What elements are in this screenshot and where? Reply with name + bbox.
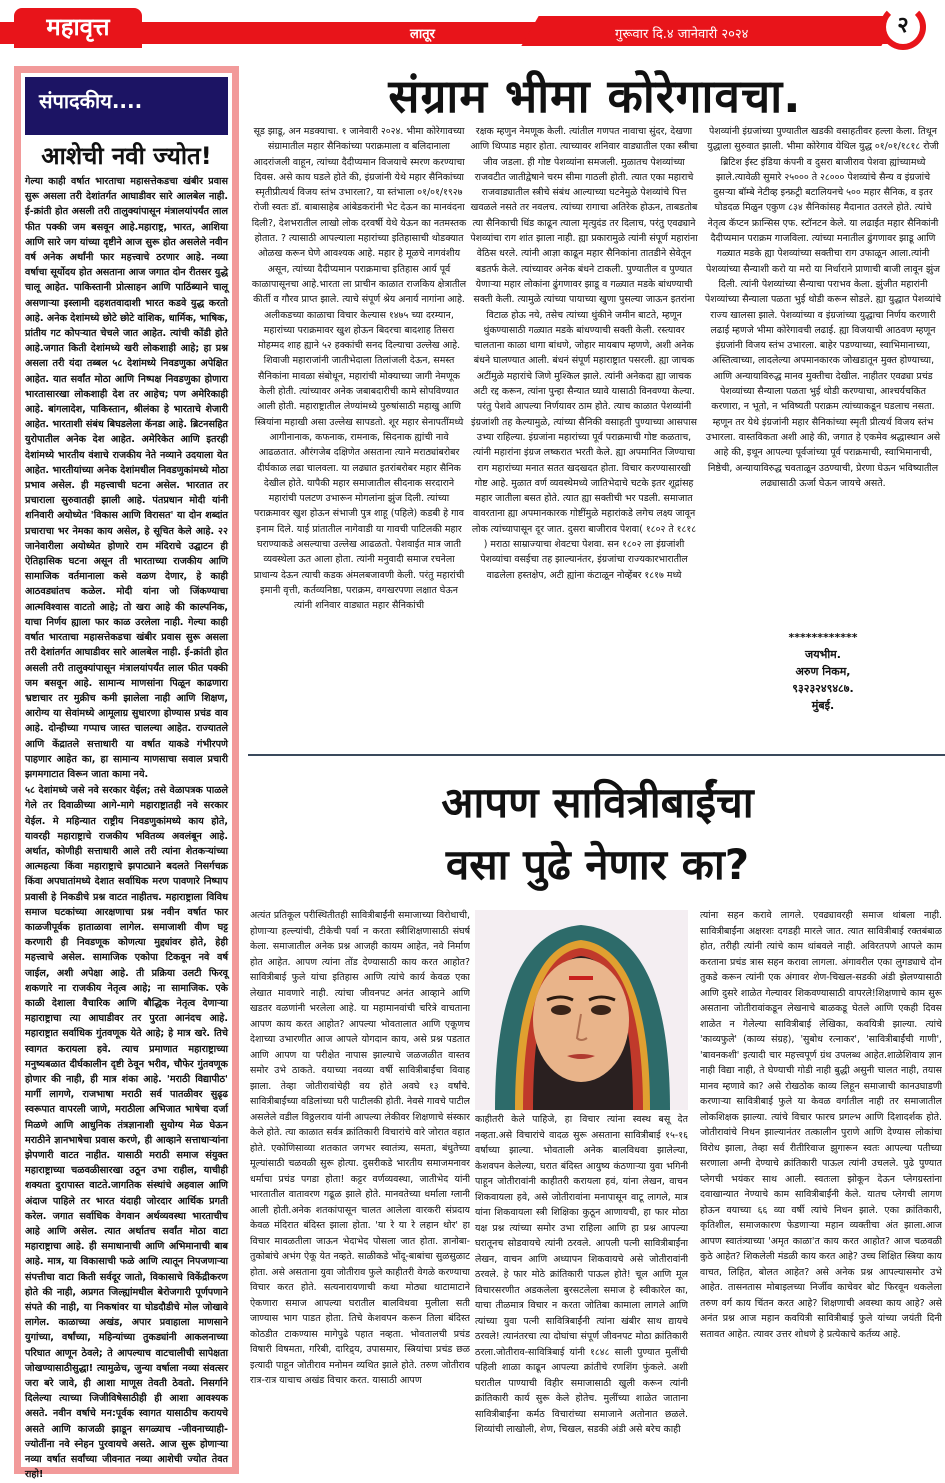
article1-column-2 xyxy=(470,124,698,749)
separator-stars: ************ xyxy=(788,631,858,644)
article1-column-text: सूड झाडू, अन मडक्याचा. १ जानेवारी २०२४. भीमा कोरेगावच्या संग्रामातील महार सैनिकांच्या पराक्रमाला व बलिदानाला आदरांजली वाहून, त्यांच्या दैदीप्यमान विजयाचे स्मरण करण्याचा दिवस. असे काय घडले होते की, इंग्रजांनी येथे महार सैनिकांच्या स्मृतीप्रीत्यर्थ विजय स्तंभ उभारला?, या स्तंभाला ०१/०१/१९२७ रोजी स्वतः डॉ. बाबासाहेब आंबेडकरांनी भेट देऊन का मानवंदना दिली?, देशभरातील लाखो लोक दरवर्षी येथे येऊन का नतमस्तक होतात. ? त्यासाठी आपल्याला महारांच्या इतिहासाची थोडक्यात ओळख करून घेणे आवश्यक आहे. महार हे मूळचे नागवंशीय असून, त्यांच्या दैदीप्यमान पराक्रमाचा इतिहास आर्य पूर्व काळापासूनचा आहे.भारता ला प्राचीन काळात राजकिय क्षेत्रातील कीर्ती व गौरव प्राप्त झाले. त्याचे संपूर्ण श्रेय अनार्य नागांना आहे. अलीकडच्या काळाचा विचार केल्यास १४७५ च्या दरम्यान, महारांच्या पराक्रमावर खुश होऊन बिदरचा बादशाह तिसरा मोहम्मद शाह ह्याने ५२ हक्कांची सनद दिल्याचा उल्लेख आहे. शिवाजी महाराजांनी जातीभेदाला तिलांजली देऊन, समस्त सैनिकांना मावळा संबोधून, महारांची मोक्याच्या जागी नेमणूक केली होती. त्यांच्यावर अनेक जबाबदारीची कामे सोपविण्यात आली होती. महाराष्ट्रातील लेण्यांमध्ये पुरुषांसाठी महाखु आणि स्त्रियांना महाखी असा उल्लेख सापडतो. शूर महार सेनापतींमध्ये आगीनानाक, कफनाक, रामनाक, सिदनाक ह्यांची नावे आढळतात. औरंगजेब दक्षिणेत असताना त्याने मराठ्यांबरोबर दीर्घकाळ लढा चालवला. या लढ्यात इतरांबरोबर महार सैनिक देखील होते. यापैकी महार समाजातील सीदनाक सरदाराने महारांची पलटण उभारून मोगलांना झुंज दिली. त्यांच्या पराक्रमावर खुश होऊन संभाजी पुत्र शाहू (पहिले) कडबी हे गाव इनाम दिले. याई प्रांतातील नागेवाडी या गावची पाटिलकी महार घराण्याकडे असल्याचा उल्लेख आढळतो. पेशवाईत मात्र जाती व्यवस्थेला ऊत आला होता. त्यांनी मनुवादी समाज रचनेला प्राधान्य देऊन त्याची कडक अंमलबजावणी केली. परंतु महारांची इमानी वृत्ती, कर्तव्यनिष्ठा, पराक्रम, वगखरपणा लक्षात घेऊन त्यांनी शनिवार वाड्यात महार सैनिकांची xyxy=(251,126,467,612)
article2-headline-line1: आपण सावित्रीबाईंचा xyxy=(441,778,754,827)
author-name: अरुण निकम, xyxy=(795,665,851,678)
portrait-image xyxy=(475,910,688,1110)
paper-logo: महावृत्त xyxy=(14,8,142,48)
editorial-box xyxy=(14,66,239,1481)
article2-column-1 xyxy=(250,908,470,1478)
article1-column-text: पेशव्यांनी इंग्रजांच्या पुण्यातील खडकी वसाहतीवर हल्ला केला. तिथून युद्धाला सुरुवात झाली. भीमा कोरेगाव येथिल युद्ध ०१/०१/१८१८ रोजी ब्रिटिश ईस्ट इंडिया कंपनी व दुसरा बाजीराव पेशवा ह्यांच्यामध्ये झाले.त्यावेळी सुमारे २५००० ते २८००० पेशव्यांचे सैन्य व इंग्रजांचे दुसऱ्या बॉम्बे नेटीव्ह इन्फ्रट्री बटालियनचे ५०० महार सैनिक, व इतर घोडदळ मिळुन एकुण ८३४ सैनिकांसह मैदानात उतरले होते. त्यांचे नेतृत्व कॅप्टन फ्रान्सिस एफ. स्टॉनटन केले. या लढाईत महार सैनिकांनी दैदीप्यमान पराक्रम गाजविला. त्यांच्या मनातील ढुंगणावर झाडू आणि गळ्यात मडके ह्या पेशव्यांच्या सक्तीचा राग उफाळून आला.त्यांनी पेशव्यांच्या सैन्याशी करो या मरो या निर्धाराने प्राणाची बाजी लावून झुंज दिली. त्यांनी पेशव्यांच्या सैन्याचा पराभव केला. झुंजीत महारांनी पेशव्यांच्या सैन्याला पळता भुई थोडी करून सोडले. ह्या युद्धात पेशव्यांचे राज्य खालसा झाले. पेशव्यांच्या व इंग्रजांच्या युद्धाचा निर्णय करणारी लढाई म्हणजे भीमा कोरेगावची लढाई. ह्या विजयाची आठवण म्हणून इंग्रजांनी विजय स्तंभ उभारला. बाहेर पडण्याच्या, स्वाभिमानाच्या, अस्तित्वाच्या, लादलेल्या अपमानकारक जोखडातून मुक्त होण्याच्या, आणि अन्यायाविरुद्ध मानव मुक्तीचा देखील. नाहीतर एवढ्या प्रचंड पेशव्यांच्या सैन्याला पळता भुई थोडी करण्याचा, आश्चर्यचकित करणारा, न भूतो, न भविष्यती पराक्रम त्यांच्याकडून घडलाच नसता. म्हणून तर येथे इंग्रजांनी महार सैनिकांच्या स्मृती प्रीत्यर्थ विजय स्तंभ उभारला. वास्तविकता अशी आहे की, जगात हे एकमेव श्रद्धास्थान असे आहे की, इथून आपल्या पूर्वजांच्या पूर्व पराक्रमाची, स्वाभिमानाची, निष्ठेची, अन्यायाविरुद्ध चवताळून उठण्याची, प्रेरणा घेऊन भविष्यातील लढ्यासाठी ऊर्जा घेऊन जायचे असते. xyxy=(704,126,942,489)
article2-column-text: काहीतरी केले पाहिजे, हा विचार त्यांना स्वस्थ बसू देत नव्हता.असे विचारांचे वादळ सुरू असताना सावित्रीबाई १५-१६ वर्षाच्या झाल्या. भोवताली अनेक बालविधवा झालेल्या, केशवपन केलेल्या, घरात बंदिस्त आयुष्य कंठणाऱ्या युवा भगिनी पाहून जोतीरावांनी काहीतरी करायला हवं, यांना लेखन, वाचन शिकवायला हवे, असे जोतीरावांना मनापासून वाटू लागले, मात्र यांना शिकवायला स्त्री शिक्षिका कुठून आणायची, हा फार मोठा यक्ष प्रश्न त्यांच्या समोर उभा राहिला आणि हा प्रश्न आपल्या घरातूनच सोडवायचे त्यांनी ठरवले. आपली पत्नी सावित्रीबाईंना लेखन, वाचन आणि अध्यापन शिकवायचे असे जोतीरावांनी ठरवले. हे फार मोठे क्रांतिकारी पाऊल होते! चूल आणि मूल विचारसरणीत अडकलेला बुरसटलेला समाज हे स्वीकारेल का, याचा तीळमात्र विचार न करता जोतिबा कामाला लागले आणि त्यांच्या युवा पत्नी सावित्रिबाईंनी त्यांना खंबीर साथ द्यायचे ठरवले! त्यानंतरचा त्या दोघांचा संपूर्ण जीवनपट मोठा क्रांतिकारी ठरला.जोतीराव-सावित्रिबाई यांनी १८४८ साली पुण्यात मुलींची पहिली शाळा काढून आपल्या क्रांतीचे रणशिंग फुंकले. अशी घरातील पाण्याची विहीर समाजासाठी खुली करून त्यांनी क्रांतिकारी कार्य सुरू केले होतेच. मुलींच्या शाळेत जाताना सावित्रीबाईंना कर्मठ विचारांच्या समाजाने अतोनात छळले. शिव्यांची लाखोली, शेण, चिखल, सडकी अंडी असे बरेच काही xyxy=(475,1114,688,1435)
article2-column-text: त्यांना सहन करावे लागले. एवढ्यावरही समाज थांबला नाही. सावित्रीबाईंना अक्षरशः दगडही मारले जात. त्यात सावित्रीबाई रक्तबंबाळ होत, तरीही त्यांनी त्यांचे काम थांबवले नाही. अविरतपणे आपले काम करताना प्रचंड त्रास सहन करावा लागला. अंगावरील एका लुगड्याचे दोन तुकडे करून त्यांनी एक अंगावर शेण-चिखल-सडकी अंडी झेलण्यासाठी आणि दुसरे शाळेत गेल्यावर शिकवण्यासाठी वापरले!शिक्षणाचे काम सुरू असताना जोतीरावांकडून लेखनाचे बाळकडू घेतले आणि एकही दिवस शाळेत न गेलेल्या सावित्रीबाई लेखिका, कवयित्री झाल्या. त्यांचे 'काव्यफुले' (काव्य संग्रह), 'सुबोध रत्नाकर', 'सावित्रीबाईंची गाणी', 'बावनकशी' इत्यादी चार महत्त्वपूर्ण ग्रंथ उपलब्ध आहेत.शाळेशिवाय ज्ञान नाही विद्या नाही, ते घेण्याची गोडी नाही बुद्धी असुनी चालत नाही, तयास मानव म्हणावे का? असे रोखठोक काव्य लिहून समाजाची कानउघाडणी करणाऱ्या सावित्रीबाई फुले या केवळ वर्गातील नाही तर समाजातील लोकशिक्षक झाल्या. त्यांचे विचार फारच प्रगल्भ आणि दिशादर्शक होते. जोतीरावांचे निधन झाल्यानंतर तत्कालीन पुराणे आणि देण्यास लोकांचा विरोध झाला, तेव्हा सर्व रीतीरिवाज झुगारून स्वतः आपल्या पतीच्या सरणाला अग्नी देण्याचे क्रांतिकारी पाऊल त्यांनी उचलले. पुढे पुण्यात प्लेगची भयंकर साथ आली. स्वतःला झोकून देऊन प्लेगग्रस्तांना दवाखान्यात नेण्याचे काम सावित्रीबाईंनी केले. यातच प्लेगची लागण होऊन वयाच्या ६६ व्या वर्षी त्यांचे निधन झाले. एका क्रांतिकारी, कृतिशील, समाजकारण फेडणाऱ्या महान व्यक्तीचा अंत झाला.आज आपण स्वातंत्र्याच्या 'अमृत काळा'त काय करत आहोत? आज चळवळी कुठे आहेत? शिकलेली मंडळी काय करत आहे? उच्च शिक्षित स्त्रिया काय वाचत, लिहित, बोलत आहेत? असे अनेक प्रश्न आपल्यासमोर उभे आहेत. तासनतास मोबाइलच्या निर्जीव काचेवर बोट फिरवून थकलेला तरुण वर्ग काय चिंतन करत आहे? शिक्षणाची अवस्था काय आहे? असे अनंत प्रश्न आज महान कवयित्री सावित्रीबाई फुले यांच्या जयंती दिनी सतावत आहेत. त्यावर उत्तर शोधणे हे प्रत्येकाचे कर्तव्य आहे. xyxy=(700,910,942,1340)
article2-column-3 xyxy=(700,908,942,1448)
editorial-paragraph: ५८ देशांमध्ये जसे नवे सरकार येईल; तसे वेळापत्रक पाळले गेले तर दिवाळीच्या आगे-मागे महाराष्ट्रातही नवे सरकार येईल. मे महिन्यात राष्ट्रीय निवडणुकांमध्ये काय होते, यावरही महाराष्ट्राचे राजकीय भवितव्य अवलंबून आहे. अर्थात, कोणीही सत्ताधारी आले तरी त्यांना शेतकऱ्यांच्या आत्महत्या किंवा महाराष्ट्राचे झपाट्याने बदलते निसर्गचक्र किंवा अपघातांमध्ये देशात सर्वाधिक मरण पावणारे निष्पाप प्रवासी हे निकडीचे प्रश्न वाटत नाहीतच. महाराष्ट्राला विविध समाज घटकांच्या आरक्षणाचा प्रश्न नवीन वर्षात फार काळजीपूर्वक हाताळावा लागेल. समाजाशी वीण घट्ट करणारी ही निवडणूक कोणत्या मुद्द्यांवर होते, हेही महत्त्वाचे असेल. सामाजिक एकोपा टिकवून नवे वर्ष जाईल, अशी अपेक्षा आहे. ती प्रक्रिया उलटी फिरवू शकणारे ना राजकीय नेतृत्व आहे; ना सामाजिक. एके काळी देशाला वैचारिक आणि बौद्धिक नेतृत्व देणाऱ्या महाराष्ट्राचा त्या आघाडीवर तर पुरता आनंदच आहे. महाराष्ट्रात सर्वाधिक गुंतवणूक येते आहे; हे मात्र खरे. तिचे स्वागत करायला हवे. त्याच प्रमाणात महाराष्ट्राच्या मनुष्यबळात दीर्घकालीन दृष्टी ठेवून भरीव, चौफेर गुंतवणूक होणार की नाही, ही मात्र शंका आहे. 'मराठी विद्यापीठ' मार्गी लागणे, राजभाषा मराठी सर्व पातळीवर सुढृढ स्वरूपात वापरली जाणे, मराठीला अभिजात भाषेचा दर्जा मिळणे आणि आधुनिक तंत्रज्ञानाशी सुयोग्य मेळ घेऊन मराठीने ज्ञानभाषेचा प्रवास करणे, ही आव्हाने सत्ताधाऱ्यांना झेपणारी वाटत नाहीत. यासाठी मराठी समाज संयुक्त महाराष्ट्राच्या चळवळीसारखा उठून उभा राहील, याचीही शक्यता दुरापास्त वाटते.जागतिक संस्थांचे अहवाल आणि अंदाज पाहिले तर भारत यंदाही जोरदार आर्थिक प्रगती करेल. जगात सर्वाधिक वेगवान अर्थव्यवस्था भारताचीच आहे आणि असेल. त्यात अर्थातच सर्वांत मोठा वाटा महाराष्ट्राचा आहे. ही समाधानाची आणि अभिमानाची बाब आहे. मात्र, या विकासाची फळे आणि त्यातून निपजणाऱ्या संपत्तीचा वाटा किती सर्वदूर जातो, विकासाचे विकेंद्रीकरण होते की नाही, अप्रगत जिल्ह्यांमधील बेरोजगारी पूर्णपणाने संपते की नाही, या निकषांवर या घोडदौडीचे मोल जोखावे लागेल. काळाच्या अखंड, अपार प्रवाहाला माणसाने युगांच्या, वर्षांच्या, महिन्यांच्या तुकड्यांनी आकलनाच्या परिघात आणून ठेवले; ते आपल्याच वाटचालीची सापेक्षता जोखण्यासाठीसुद्धा! त्यामुळेच, जुन्या वर्षाला नव्या संवत्सर जरा बरे जावे, ही आशा माणूस तेवती ठेवतो. निसर्गाने दिलेल्या त्याच्या जिजीविषेसाठीही ही आशा आवश्यक असते. नवीन वर्षाचे मन:पूर्वक स्वागत यासाठीच करायचे असते आणि काजळी झाडून सगळ्याच -जीवनाच्याही- ज्योतींना नवे स्नेहन पुरवायचे असते. आज सुरू होणाऱ्या नव्या वर्षात सर्वांच्या जीवनात नव्या आशेची ज्योत तेवत राहो! xyxy=(25,785,228,1481)
article2-column-text: अत्यंत प्रतिकूल परीस्थितीतही सावित्रीबाईंनी समाजाच्या विरोधाची, होणाऱ्या हल्ल्यांची, टीकेची पर्वा न करता स्त्रीशिक्षणासाठी संघर्ष केला. समाजातील अनेक प्रश्न आजही कायम आहेत, नवे निर्माण होत आहेत. आपण त्यांना तोंड देण्यासाठी काय करत आहोत?सावित्रीबाई फुले यांचा इतिहास आणि त्यांचे कार्य केवळ एका लेखात मावणारे नाही. त्यांचा जीवनपट अनंत आव्हाने आणि खडतर वळणांनी भरलेला आहे. या महामानवांची चरित्रे वाचताना आपण काय करत आहोत? आपल्या भोवतालात आणि एकूणच देशाच्या उभारणीत आज आपले योगदान काय, असे प्रश्न पडतात आणि आपण या परीक्षेत नापास झाल्याचे जळजळीत वास्तव समोर उभे ठाकते. वयाच्या नवव्या वर्षी सावित्रीबाईंचा विवाह झाला. तेव्हा जोतीरावांचेही वय होते अवघे १३ वर्षांचे. सावित्रीबाईंच्या वडिलांच्या घरी पाटीलकी होती. नेवसे गावचे पाटील असलेले वडील विठ्ठलराव यांनी आपल्या लेकीवर शिक्षणाचे संस्कार केले होते. त्या काळात सर्वत्र क्रांतिकारी विचारांचे वारे जोरात वहात होते. एकोणिसाव्या शतकात जगभर स्वातंत्र्य, समता, बंधुतेच्या मूल्यांसाठी चळवळी सुरू होत्या. दुसरीकडे भारतीय समाजमनावर धर्माचा प्रचंड पगडा होता! कट्टर वर्णव्यवस्था, जातीभेद यांनी भारतातील वातावरण गढूळ झाले होते. मानवतेच्या धर्माला ग्लानी आली होती.अनेक शतकांपासून चालत आलेला वारकरी संप्रदाय केवळ मंदिरात बंदिस्त झाला होता. 'या रे या रे लहान थोर' हा विचार मावळतीला जाऊन भेदाभेद पोसला जात होता. ज्ञानोबा-तुकोबांचे अभंग ऐकू येत नव्हते. साळीकडे भोंदू-बाबांचा सुळसुळाट होता. असे असताना युवा जोतीराव फुले काहीतरी वेगळे करण्याचा विचार करत होते. सत्यनारायणाची कथा मोठ्या थाटामाटाने ऐकणारा समाज आपल्या घरातील बालविधवा मुलीला सती जाण्यास भाग पाडत होता. तिचे केशवपन करून तिला बंदिस्त कोठडीत टाकण्यास मागेपुढे पहात नव्हता. भोवतालची प्रचंड विषारी विषमता, गरिबी, दारिद्र्य, उपासमार, स्त्रियांचा प्रचंड छळ इत्यादी पाहून जोतीराव मनोमन व्यथित झाले होते. तरुण जोतीराव रात्र-रात्र याचाच अखंड विचार करत. यासाठी आपण xyxy=(250,910,470,1386)
article1-column-3 xyxy=(704,124,942,749)
editorial-title: आशेची नवी ज्योत! xyxy=(41,142,212,170)
edition-city: लातूर xyxy=(410,27,435,42)
article1-signoff xyxy=(704,629,942,714)
signoff-line: जयभीम. xyxy=(805,648,841,661)
editorial-body xyxy=(25,174,228,1482)
article2-column-2 xyxy=(475,1112,688,1478)
author-city: मुंबई. xyxy=(811,699,835,712)
editorial-paragraph: गेल्या काही वर्षात भारताचा महासत्तेकडचा खंबीर प्रवास सुरू असला तरी देशांतर्गत आघाडीवर सारे आलबेल नाही. ई-क्रांती होत असली तरी तालुक्यांपासून मंत्रालयांपर्यंत लाल फीत पक्की जम बसवून आहे.महाराष्ट्र, भारत, आशिया आणि सारे जग यांच्या दृष्टीने आज सुरू होत असलेले नवीन वर्ष अनेक अर्थांनी फार महत्त्वाचे ठरणार आहे. नव्या वर्षाचा सूर्योदय होत असताना आज जगात दोन रीतसर युद्धे चालू आहेत. पाकिस्तानी प्रोत्साहन आणि पाठिंब्याने चालू असणाऱ्या इस्लामी दहशतवादाशी भारत कडवे युद्ध करतो आहे. अनेक देशांमध्ये छोटे छोटे वांशिक, धार्मिक, भाषिक, प्रांतीय गट कोपऱ्यात चेचले जात आहेत. त्यांची कोंडी होते आहे.जगात किती देशांमध्ये खरी लोकशाही आहे; हा प्रश्न असला तरी यंदा तब्बल ५८ देशांमध्ये निवडणुका अपेक्षित आहेत. यात सर्वांत मोठा आणि निष्पक्ष निवडणुका होणारा भारतासारखा लोकशाही देश तर आहेच; पण अमेरिकाही आहे. बांगलादेश, पाकिस्तान, श्रीलंका हे भारताचे शेजारी आहेत. भारताशी संबंध बिघडलेला कॅनडा आहे. ब्रिटनसहित युरोपातील अनेक देश आहेत. अमेरिकेत आणि इतरही देशांमध्ये भारतीय वंशाचे राजकीय नेते नव्याने उदयाला येत आहेत. भारतीयांच्या अनेक देशांमधील निवडणुकांमध्ये मोठा प्रभाव असेल. ही महत्त्वाची घटना असेल. भारतात तर प्रचाराला सुरुवातही झाली आहे. पंतप्रधान मोदी यांनी शनिवारी अयोध्येत 'विकास आणि विरासत' या दोन शब्दांत प्रचाराचा भर नेमका काय असेल, हे सूचित केले आहे. २२ जानेवारीला अयोध्येत होणारे राम मंदिराचे उद्घाटन ही ऐतिहासिक घटना असून ती भारताच्या राजकीय आणि सामाजिक वर्तमानाला कसे वळण देणार, हे काही आठवड्यांतच कळेल. मोदी यांना जो जिंकण्याचा आत्मविश्वास वाटतो आहे; तो खरा आहे की काल्पनिक, याचा निर्णय ह्याला फार काळ उरलेला नाही. गेल्या काही वर्षात भारताचा महासत्तेकडचा खंबीर प्रवास सुरू असला तरी देशांतर्गत आघाडीवर सारे आलबेल नाही. ई-क्रांती होत असली तरी तालुक्यांपासून मंत्रालयांपर्यंत लाल फीत पक्की जम बसवून आहे. सामान्य माणसांना पिळून काढणारा भ्रष्टाचार तर मुक्रीच कमी झालेला नाही आणि शिक्षण, आरोग्य या सेवांमध्ये आमूलाग्र सुधारणा होण्यास प्रचंड वाव आहे. दोन्हीच्या गप्पाच जास्त चालल्या आहेत. राज्यातले आणि केंद्रातले सत्ताधारी या वर्षात याकडे गंभीरपणे पाहणार आहेत का, हा सामान्य माणसाचा सवाल प्रचारी झगमगाटात विरून जाता कामा नये. xyxy=(25,176,228,780)
article2-headline-line2: वसा पुढे नेणार का? xyxy=(445,840,750,889)
masthead xyxy=(0,0,945,52)
editorial-section-label: संपादकीय.... xyxy=(25,77,228,135)
section-divider xyxy=(248,754,945,756)
issue-date: गुरूवार दि.४ जानेवारी २०२४ xyxy=(615,27,749,42)
article1-headline: संग्राम भीमा कोरेगावचा. xyxy=(388,69,802,123)
savitribai-portrait xyxy=(475,910,688,1110)
page-number: २ xyxy=(880,4,926,50)
article1-column-text: रक्षक म्हणुन नेमणूक केली. त्यांतील गणपत नावाचा सुंदर, देखणा आणि थिप्पाड महार होता. त्याच्यावर शनिवार वाड्यातील एका स्त्रीचा जीव जडला. ही गोष्ट पेशव्यांना समजली. मुळातच पेशव्यांच्या राजवटीत जातीद्वेषाने चरम सीमा गाठली होती. त्यात एका महाराचे राजवाड्यातील स्त्रीचे संबंध आल्याच्या घटनेमुळे पेशव्यांचे पित्त खवळले नसते तर नवलच. त्यांच्या रागाचा अतिरेक होऊन, ताबडतोब त्या सैनिकाची धिंड काढून त्याला मृत्युदंड तर दिलाच, परंतु एवढ्याने पेशव्यांचा राग शांत झाला नाही. ह्या प्रकारामुळे त्यांनी संपूर्ण महारांना वेठिस धरले. त्यांनी आज्ञा काढून महार सैनिकांना तातडीने सेवेतून बडतर्फ केले. त्यांच्यावर अनेक बंधने टाकली. पुण्यातील व पुण्यात येणाऱ्या महार लोकांना ढुंगणावर झाडू व गळ्यात मडके बांधण्याची सक्ती केली. त्यामुळे त्यांच्या पायाच्या खुणा पुसल्या जाऊन इतरांना विटाळ होऊ नये, तसेच त्यांच्या थुंकीने जमीन बाटते, म्हणून थुंकण्यासाठी गळ्यात मडके बांधण्याची सक्ती केली. रस्त्यावर चालताना काळा धागा बांधणे, जोहार मायबाप म्हणणे, अशी अनेक बंधने घालण्यात आली. बंधनं संपूर्ण महाराष्ट्रात पसरली. ह्या जाचक अटींमुळे महारांचे जिणे मुश्किल झाले. त्यांनी अनेकदा ह्या जाचक अटी रद्द करून, त्यांना पुन्हा सैन्यात घ्यावे यासाठी विनवण्या केल्या. परंतु पेशवे आपल्या निर्णयावर ठाम होते. त्याच काळात पेशव्यांनी इंग्रजांशी तह केल्यामुळे, त्यांच्या सैनिकी वसाहती पुण्याच्या आसपास उभ्या राहिल्या. इंग्रजांना महारांच्या पूर्व पराक्रमाची गोष्ट कळताच, त्यांनी महारांना इंग्रज लष्करात भरती केले. ह्या अपमानित जिण्याचा राग महारांच्या मनात सतत खदखदत होता. विचार करण्यासारखी गोष्ट आहे. मुळात वर्ण व्यवस्थेमध्ये जातिभेदाचे चटके इतर शूद्रांसह महार जातीला बसत होते. त्यात ह्या सक्तीची भर पडली. समाजात वावरताना ह्या अपमानकारक गोष्टींमुळे महारांकडे लगेच लक्ष्य जावून लोक त्यांच्यापासून दूर जात. दुसरा बाजीराव पेशवा( १८०२ ते १८१८ ) मराठा साम्राज्याचा शेवटचा पेशवा. सन १८०२ ला इंग्रजांशी पेशव्यांचा वसईचा तह झाल्यानंतर, इंग्रजांचा राज्यकारभारातील वाढलेला हस्तक्षेप, अटी ह्यांना कंटाळून नोव्हेंबर १८१७ मध्ये xyxy=(470,126,698,581)
article2-headline xyxy=(250,772,945,896)
author-phone: ९३२३२४९४८७. xyxy=(792,682,854,695)
article1-column-1 xyxy=(250,124,468,749)
